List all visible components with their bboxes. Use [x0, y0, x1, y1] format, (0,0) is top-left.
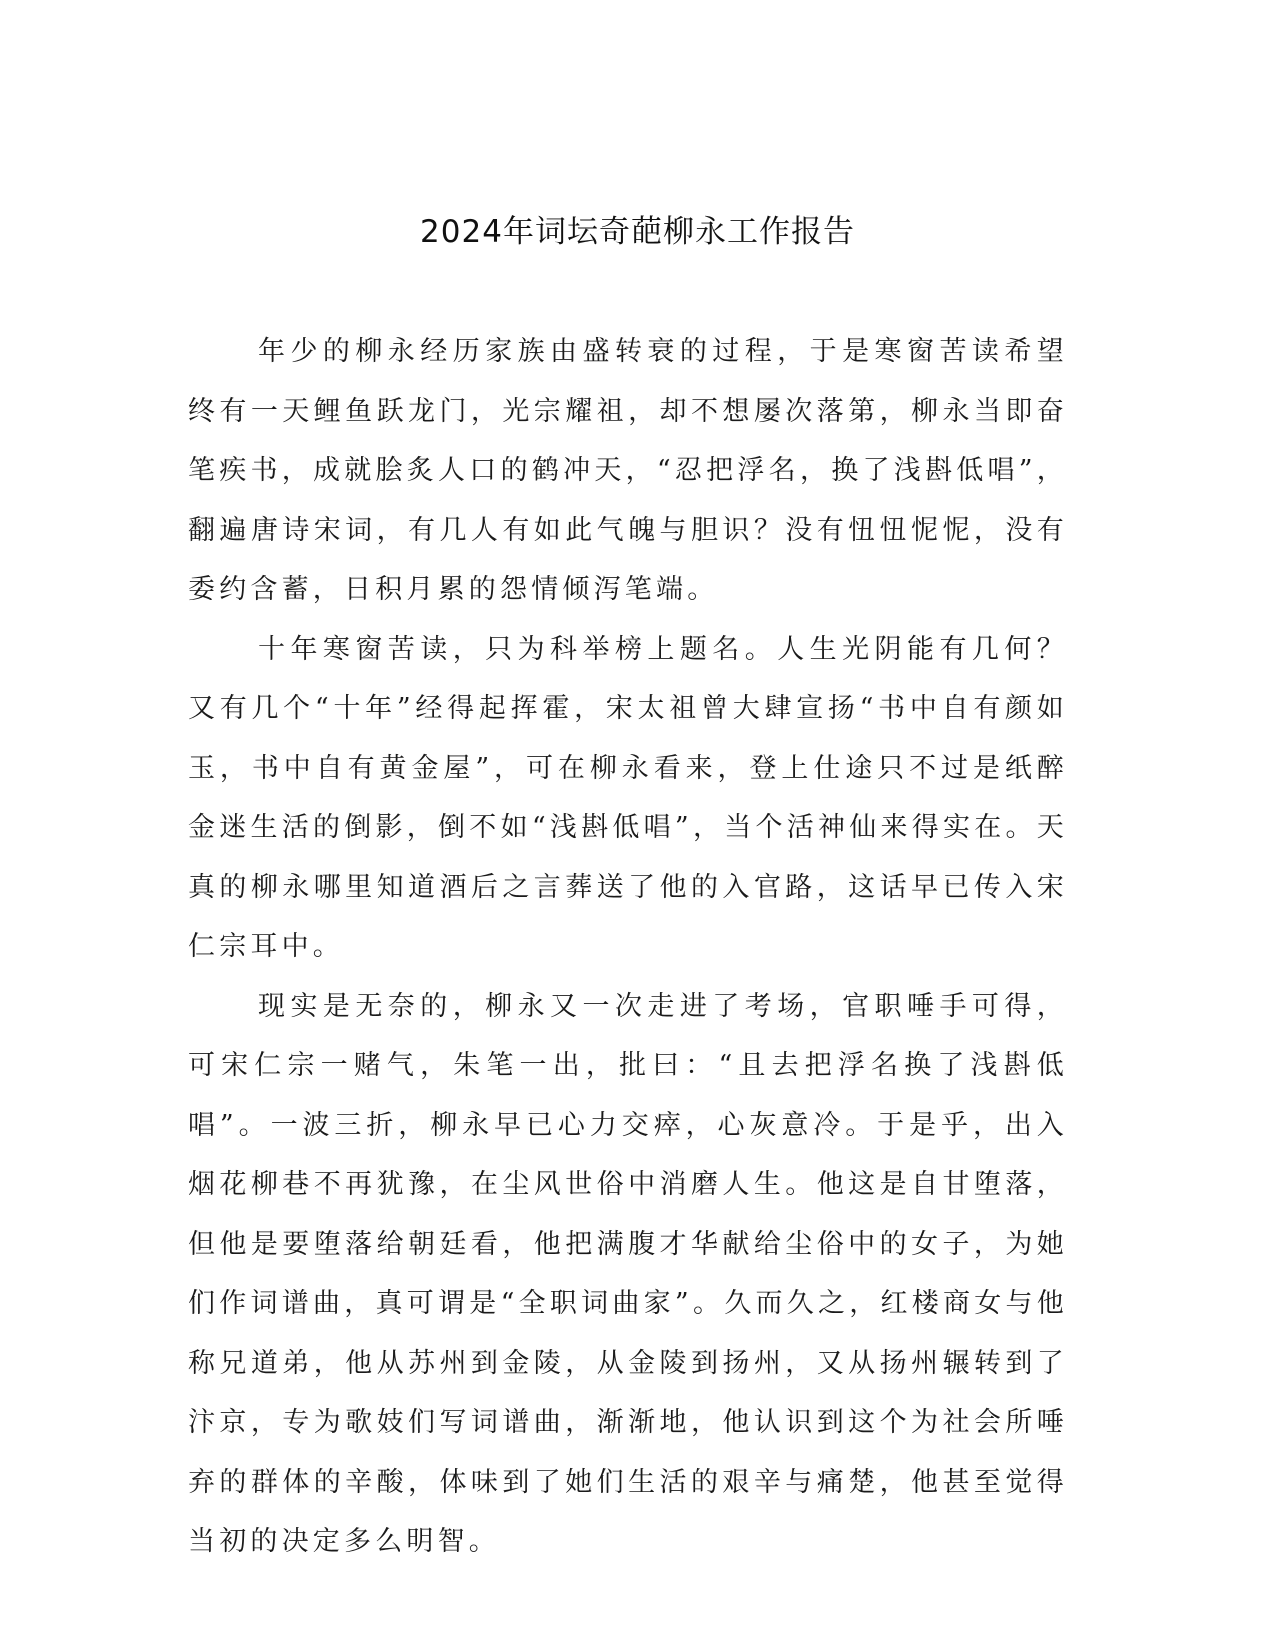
paragraph-3: 现实是无奈的，柳永又一次走进了考场，官职唾手可得，可宋仁宗一赌气，朱笔一出，批曰：“且去把浮名换了浅斟低唱”。一波三折，柳永早已心力交瘁，心灰意冷。于是乎，出入烟花柳巷不再犹豫，在尘风世俗中消磨人生。他这是自甘堕落，但他是要堕落给朝廷看，他把满腹才华献给尘俗中的女子，为她们作词谱曲，真可谓是“全职词曲家”。久而久之，红楼商女与他称兄道弟，他从苏州到金陵，从金陵到扬州，又从扬州辗转到了汴京，专为歌妓们写词谱曲，渐渐地，他认识到这个为社会所唾弃的群体的辛酸，体味到了她们生活的艰辛与痛楚，他甚至觉得当初的决定多么明智。: [188, 990, 1068, 1557]
document-body: [188, 322, 1068, 1572]
paragraph-1: 年少的柳永经历家族由盛转衰的过程，于是寒窗苦读希望终有一天鲤鱼跃龙门，光宗耀祖，却不想屡次落第，柳永当即奋笔疾书，成就脍炙人口的鹤冲天，“忍把浮名，换了浅斟低唱”，翻遍唐诗宋词，有几人有如此气魄与胆识？没有忸忸怩怩，没有委约含蓄，日积月累的怨情倾泻笔端。: [188, 336, 1068, 605]
paragraph-2: 十年寒窗苦读，只为科举榜上题名。人生光阴能有几何？又有几个“十年”经得起挥霍，宋太祖曾大肆宣扬“书中自有颜如玉，书中自有黄金屋”，可在柳永看来，登上仕途只不过是纸醉金迷生活的倒影，倒不如“浅斟低唱”，当个活神仙来得实在。天真的柳永哪里知道酒后之言葬送了他的入官路，这话早已传入宋仁宗耳中。: [188, 633, 1068, 962]
document-title: 2024年词坛奇葩柳永工作报告: [420, 214, 855, 250]
